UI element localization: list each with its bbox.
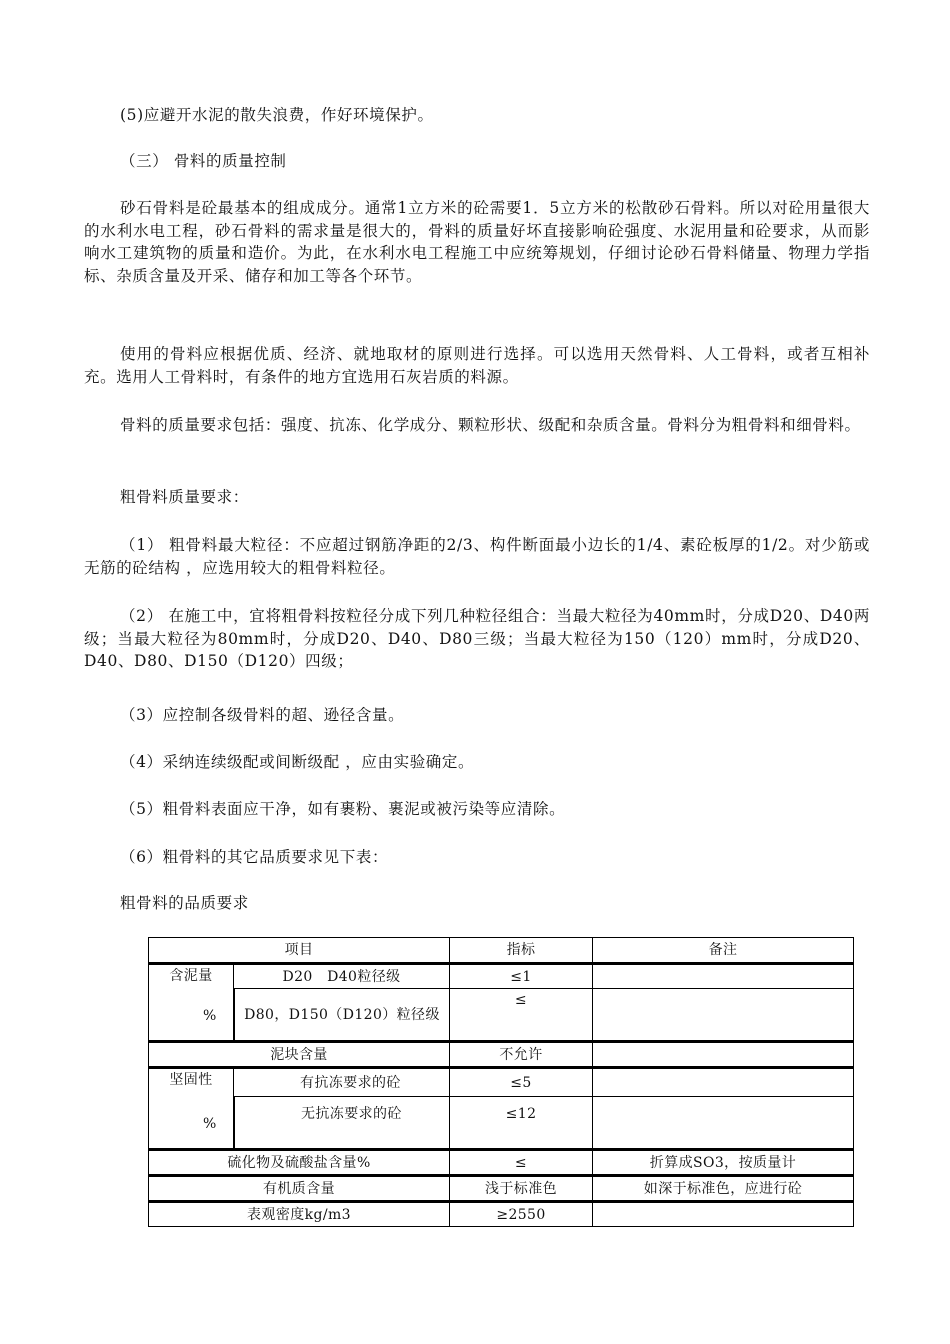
- header-indicator: 指标: [450, 937, 593, 963]
- paragraph-item-3: （3）应控制各级骨料的超、逊径含量。: [120, 706, 405, 724]
- paragraph-item-2: （2） 在施工中，宜将粗骨料按粒径分成下列几种粒径组合：当最大粒径为40mm时，分成D20、D40两级；当最大粒径为80mm时，分成D20、D40、D80三级；当最大粒径为150（120）mm时，分成D20、D40、D80、D150（D120）四级；: [84, 607, 870, 670]
- density-value: ≥2550: [450, 1201, 593, 1227]
- paragraph-avoid-cement-waste: (5)应避开水泥的散失浪费，作好环境保护。: [120, 106, 434, 124]
- density-label: 表观密度kg/m3: [148, 1201, 450, 1227]
- table-row: [148, 1175, 854, 1201]
- header-item: 项目: [148, 937, 450, 963]
- paragraph-aggregate-requirements: 骨料的质量要求包括：强度、抗冻、化学成分、颗粒形状、级配和杂质含量。骨料分为粗骨料和细骨料。: [120, 416, 861, 434]
- paragraph-item-6: （6）粗骨料的其它品质要求见下表：: [120, 848, 389, 866]
- mud-sub-label-2: D80，D150（D120）粒径级: [234, 989, 450, 1041]
- density-note: [593, 1201, 854, 1227]
- organic-value: 浅于标准色: [450, 1175, 593, 1201]
- mud-value-1: ≤1: [450, 963, 593, 989]
- table-row: [148, 1041, 854, 1067]
- clay-lump-note: [593, 1041, 854, 1067]
- table-row: [148, 1097, 854, 1149]
- sulfide-value: ≤: [450, 1149, 593, 1175]
- mud-value-2: ≤: [450, 989, 593, 1041]
- clay-lump-value: 不允许: [450, 1041, 593, 1067]
- section-heading-aggregate-quality: （三） 骨料的质量控制: [120, 152, 287, 170]
- row-label-mud-content: 含泥量 %: [148, 963, 234, 1041]
- mud-sub-label-1: D20 D40粒径级: [234, 963, 450, 989]
- table-row: [148, 963, 854, 989]
- soundness-note-2: [593, 1097, 854, 1149]
- organic-note: 如深于标准色，应进行砼: [593, 1175, 854, 1201]
- paragraph-item-5: （5）粗骨料表面应干净，如有裹粉、裹泥或被污染等应清除。: [120, 800, 566, 818]
- soundness-value-2: ≤12: [450, 1097, 593, 1149]
- paragraph-item-4: （4）采纳连续级配或间断级配 ，应由实验确定。: [120, 753, 475, 771]
- soundness-sub-label-1: 有抗冻要求的砼: [234, 1067, 450, 1097]
- table-caption: 粗骨料的品质要求: [120, 894, 249, 912]
- paragraph-aggregate-selection: 使用的骨料应根据优质、经济、就地取材的原则进行选择。可以选用天然骨料、人工骨料，或者互相补充。选用人工骨料时，有条件的地方宜选用石灰岩质的料源。: [84, 345, 870, 386]
- table-row: [148, 1201, 854, 1227]
- mud-note-1: [593, 963, 854, 989]
- coarse-aggregate-quality-table: [148, 937, 854, 1227]
- sulfide-label: 硫化物及硫酸盐含量%: [148, 1149, 450, 1175]
- table-row: [148, 1149, 854, 1175]
- row-label-soundness: 坚固性 %: [148, 1067, 234, 1149]
- table-row: [148, 1067, 854, 1097]
- soundness-note-1: [593, 1067, 854, 1097]
- mud-note-2: [593, 989, 854, 1041]
- sulfide-note: 折算成SO3，按质量计: [593, 1149, 854, 1175]
- clay-lump-label: 泥块含量: [148, 1041, 450, 1067]
- organic-label: 有机质含量: [148, 1175, 450, 1201]
- paragraph-aggregate-intro: 砂石骨料是砼最基本的组成成分。通常1立方米的砼需要1．5立方米的松散砂石骨料。所以对砼用量很大的水利水电工程，砂石骨料的需求量是很大的，骨料的质量好坏直接影响砼强度、水泥用量和砼要求，从而影响水工建筑物的质量和造价。为此，在水利水电工程施工中应统筹规划，仔细讨论砂石骨料储量、物理力学指标、杂质含量及开采、储存和加工等各个环节。: [84, 199, 870, 285]
- table-row: [148, 989, 854, 1041]
- soundness-value-1: ≤5: [450, 1067, 593, 1097]
- header-remarks: 备注: [593, 937, 854, 963]
- paragraph-coarse-requirements-title: 粗骨料质量要求：: [120, 488, 249, 506]
- soundness-sub-label-2: 无抗冻要求的砼: [234, 1097, 450, 1149]
- paragraph-item-1: （1） 粗骨料最大粒径：不应超过钢筋净距的2/3、构件断面最小边长的1/4、素砼板厚的1/2。对少筋或无筋的砼结构 ，应选用较大的粗骨料粒径。: [84, 536, 870, 577]
- table-header-row: [148, 937, 854, 963]
